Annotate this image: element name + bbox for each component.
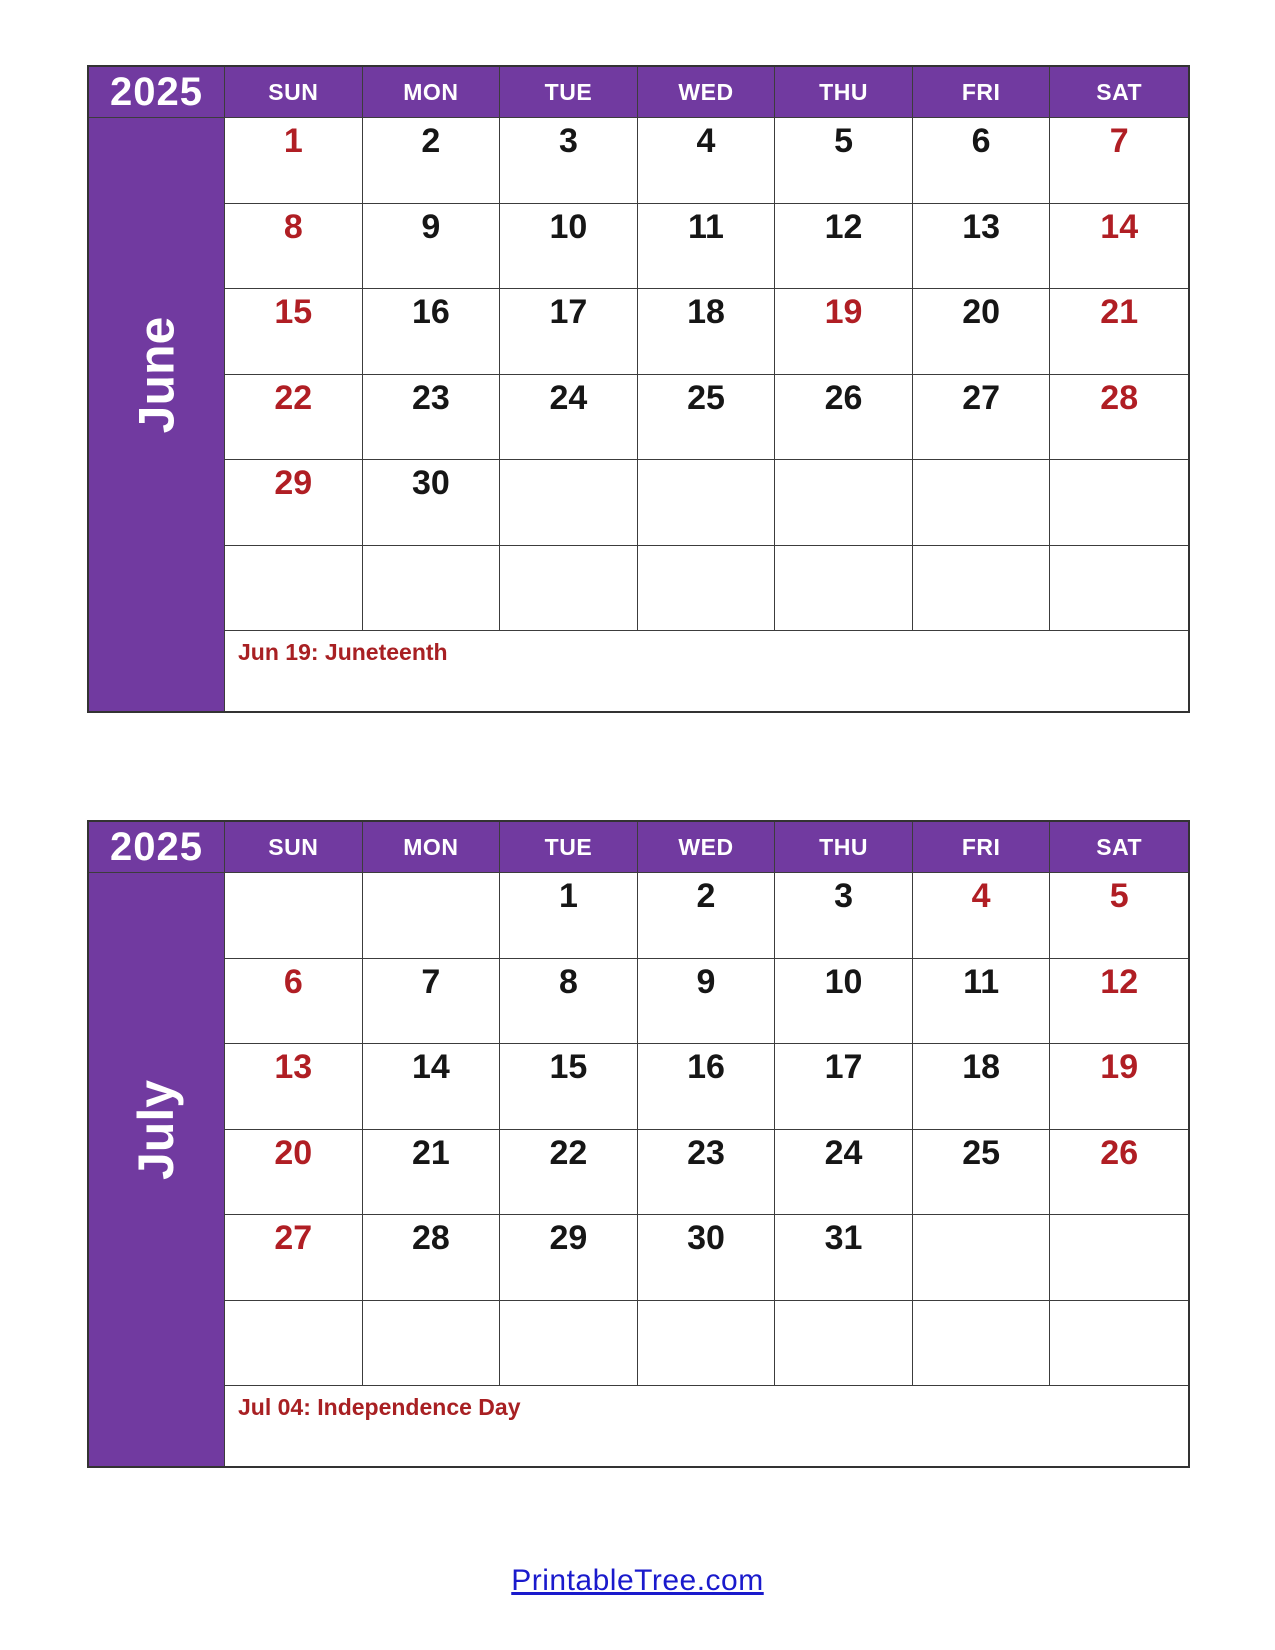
weekday-header-sat: SAT xyxy=(1050,822,1188,873)
date-cell: 26 xyxy=(1050,1130,1188,1216)
date-cell: 13 xyxy=(225,1044,363,1130)
weekday-header-mon: MON xyxy=(363,67,501,118)
date-cell: 31 xyxy=(775,1215,913,1301)
date-cell: 8 xyxy=(225,204,363,290)
date-cell: 10 xyxy=(775,959,913,1045)
weekday-header-tue: TUE xyxy=(500,67,638,118)
weekday-header-sun: SUN xyxy=(225,67,363,118)
date-cell: 12 xyxy=(775,204,913,290)
date-cell: 16 xyxy=(363,289,501,375)
date-cell xyxy=(500,1301,638,1387)
date-cell: 3 xyxy=(775,873,913,959)
date-cell: 22 xyxy=(225,375,363,461)
date-cell: 30 xyxy=(638,1215,776,1301)
date-cell xyxy=(1050,1301,1188,1387)
date-cell: 6 xyxy=(225,959,363,1045)
weekday-header-mon: MON xyxy=(363,822,501,873)
date-cell xyxy=(500,460,638,546)
date-cell: 19 xyxy=(1050,1044,1188,1130)
date-cell xyxy=(500,546,638,632)
date-cell: 11 xyxy=(913,959,1051,1045)
date-cell: 29 xyxy=(500,1215,638,1301)
date-cell: 7 xyxy=(1050,118,1188,204)
date-cell: 25 xyxy=(913,1130,1051,1216)
date-cell: 13 xyxy=(913,204,1051,290)
date-cell: 17 xyxy=(775,1044,913,1130)
year-label: 2025 xyxy=(89,822,225,873)
date-cell: 26 xyxy=(775,375,913,461)
date-cell xyxy=(363,1301,501,1387)
date-cell xyxy=(775,460,913,546)
weekday-header-thu: THU xyxy=(775,67,913,118)
date-cell: 23 xyxy=(363,375,501,461)
date-cell: 7 xyxy=(363,959,501,1045)
calendar-june xyxy=(87,65,1190,713)
holiday-note: Jun 19: Juneteenth xyxy=(238,639,448,665)
date-cell: 2 xyxy=(638,873,776,959)
date-cell xyxy=(1050,1215,1188,1301)
date-cell: 4 xyxy=(913,873,1051,959)
date-cell: 17 xyxy=(500,289,638,375)
year-label: 2025 xyxy=(89,67,225,118)
date-cell: 18 xyxy=(913,1044,1051,1130)
date-cell: 28 xyxy=(363,1215,501,1301)
date-cell xyxy=(1050,546,1188,632)
date-cell: 10 xyxy=(500,204,638,290)
month-name-label: July xyxy=(128,1079,185,1180)
footer xyxy=(0,1564,1275,1598)
date-cell: 19 xyxy=(775,289,913,375)
date-cell: 15 xyxy=(225,289,363,375)
weekday-header-fri: FRI xyxy=(913,67,1051,118)
date-cell: 9 xyxy=(638,959,776,1045)
date-cell: 24 xyxy=(775,1130,913,1216)
date-cell: 20 xyxy=(913,289,1051,375)
date-cell xyxy=(225,546,363,632)
date-cell: 30 xyxy=(363,460,501,546)
weekday-header-sat: SAT xyxy=(1050,67,1188,118)
date-cell xyxy=(363,873,501,959)
date-cell: 2 xyxy=(363,118,501,204)
date-cell xyxy=(1050,460,1188,546)
printabletree-link[interactable]: PrintableTree.com xyxy=(511,1564,764,1597)
date-cell xyxy=(913,1215,1051,1301)
date-cell: 14 xyxy=(1050,204,1188,290)
date-cell: 24 xyxy=(500,375,638,461)
date-cell: 3 xyxy=(500,118,638,204)
date-cell: 9 xyxy=(363,204,501,290)
date-cell: 4 xyxy=(638,118,776,204)
date-cell: 8 xyxy=(500,959,638,1045)
date-cell xyxy=(638,546,776,632)
date-cell: 11 xyxy=(638,204,776,290)
date-cell xyxy=(638,460,776,546)
weekday-header-sun: SUN xyxy=(225,822,363,873)
date-cell: 28 xyxy=(1050,375,1188,461)
date-cell: 29 xyxy=(225,460,363,546)
date-cell: 1 xyxy=(500,873,638,959)
date-cell: 20 xyxy=(225,1130,363,1216)
date-cell: 23 xyxy=(638,1130,776,1216)
date-cell: 22 xyxy=(500,1130,638,1216)
weekday-header-wed: WED xyxy=(638,822,776,873)
date-cell xyxy=(913,460,1051,546)
date-cell: 25 xyxy=(638,375,776,461)
weekday-header-fri: FRI xyxy=(913,822,1051,873)
date-cell: 27 xyxy=(913,375,1051,461)
month-sidebar xyxy=(89,118,225,711)
date-cell: 15 xyxy=(500,1044,638,1130)
date-cell: 18 xyxy=(638,289,776,375)
date-cell xyxy=(913,546,1051,632)
date-cell: 27 xyxy=(225,1215,363,1301)
month-name-label: June xyxy=(128,316,185,433)
date-cell: 5 xyxy=(775,118,913,204)
holiday-note: Jul 04: Independence Day xyxy=(238,1394,521,1420)
weekday-header-wed: WED xyxy=(638,67,776,118)
date-cell xyxy=(913,1301,1051,1387)
date-cell xyxy=(225,1301,363,1387)
date-cell xyxy=(775,546,913,632)
date-cell xyxy=(225,873,363,959)
calendar-july xyxy=(87,820,1190,1468)
date-cell: 14 xyxy=(363,1044,501,1130)
date-cell: 1 xyxy=(225,118,363,204)
date-cell xyxy=(363,546,501,632)
date-cell: 6 xyxy=(913,118,1051,204)
date-cell xyxy=(638,1301,776,1387)
date-cell: 5 xyxy=(1050,873,1188,959)
date-cell: 21 xyxy=(363,1130,501,1216)
date-cell: 12 xyxy=(1050,959,1188,1045)
date-cell: 16 xyxy=(638,1044,776,1130)
date-cell: 21 xyxy=(1050,289,1188,375)
weekday-header-thu: THU xyxy=(775,822,913,873)
weekday-header-tue: TUE xyxy=(500,822,638,873)
month-sidebar xyxy=(89,873,225,1466)
date-cell xyxy=(775,1301,913,1387)
